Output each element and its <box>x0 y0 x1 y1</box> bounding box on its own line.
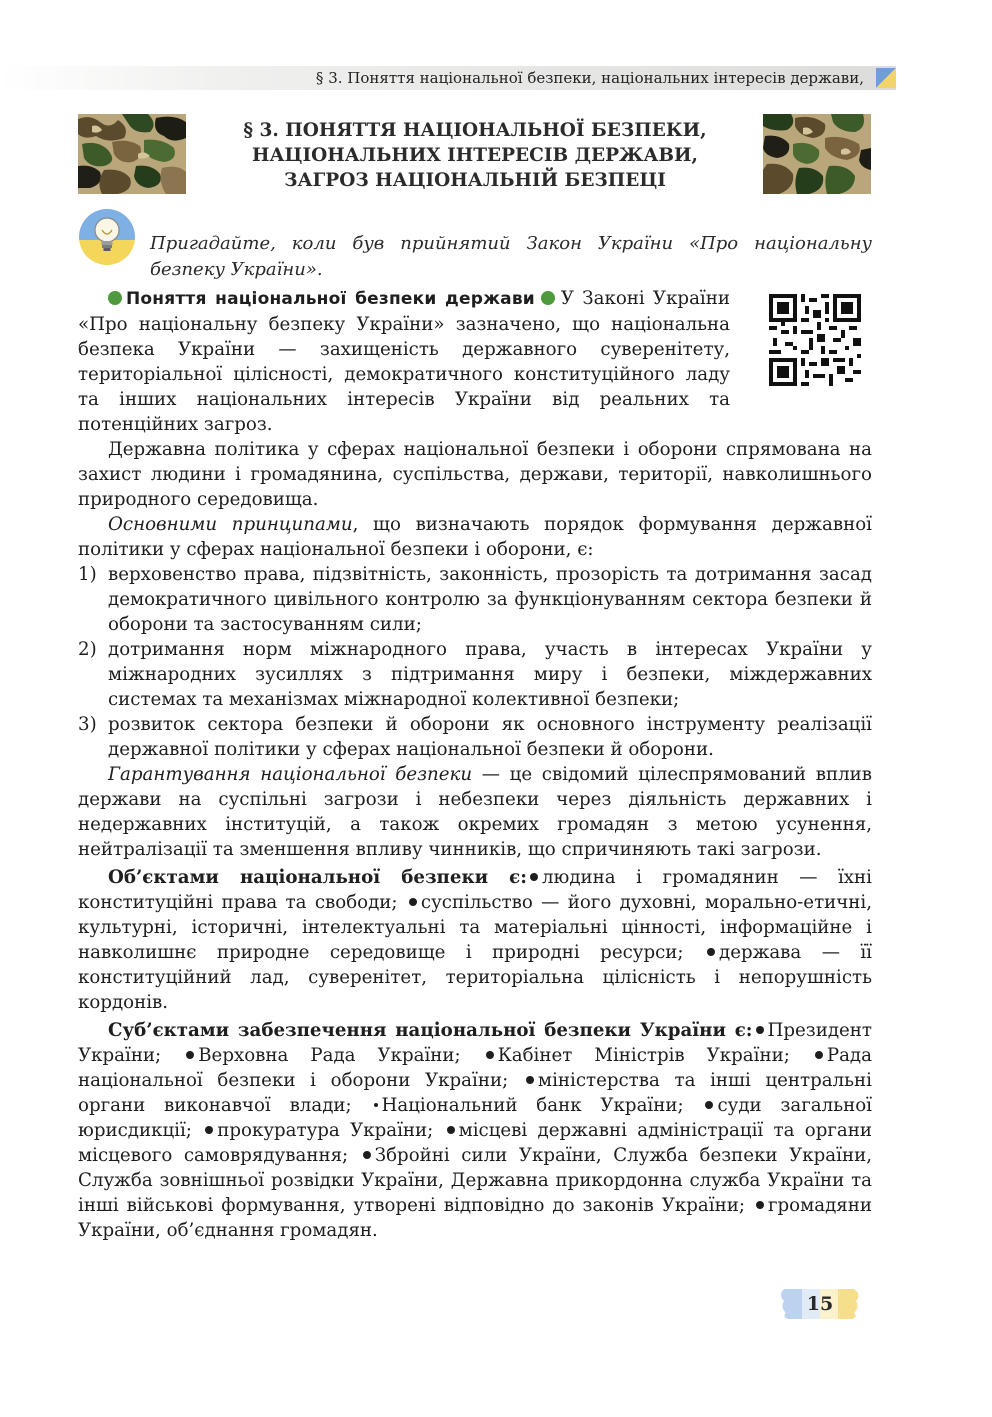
subjects-item: Президент України; <box>78 1020 872 1066</box>
list-item-number: 3) <box>78 714 97 735</box>
bullet-icon <box>756 1026 764 1034</box>
bullet-icon <box>186 1051 194 1059</box>
bullet-icon <box>526 1076 534 1084</box>
section-title-line-1: § 3. ПОНЯТТЯ НАЦІОНАЛЬНОЇ БЕЗПЕКИ, <box>243 120 707 141</box>
bullet-icon <box>363 1151 371 1159</box>
list-item <box>78 562 872 637</box>
list-item-number: 2) <box>78 639 97 660</box>
bullet-icon <box>815 1051 823 1059</box>
guarantee-term: Гарантування національної безпеки <box>108 764 473 785</box>
principles-intro-term: Основними принципами <box>108 514 353 535</box>
camouflage-left-image <box>78 114 186 194</box>
subjects-item: прокуратура України; <box>217 1120 434 1141</box>
bullet-icon <box>205 1126 213 1134</box>
bullet-icon <box>486 1051 494 1059</box>
subjects-item: міністерства та інші центральні органи виконавчої влади; <box>78 1070 872 1116</box>
recall-question: Пригадайте, коли був прийнятий Закон України «Про національну безпеку України». <box>150 233 872 280</box>
principles-list <box>78 562 872 762</box>
subjects-item: Верховна Рада України; <box>198 1045 461 1066</box>
list-item-text: дотримання норм міжнародного права, участь в інтересах України у міжнародних зусиллях з підтримання миру і безпеки, міждержавних системах та механізмах міжнародної колективної безпеки; <box>108 639 872 710</box>
objects-lead: Об’єктами національної безпеки є: <box>108 867 527 888</box>
subjects-item: Збройні сили України, Служба безпеки України, Служба зовнішньої розвідки України, Державна прикордонна служба України та інші військові формування, утворені відповідно до законів України; <box>78 1145 872 1216</box>
camouflage-right-image <box>763 114 871 194</box>
bullet-icon <box>374 1103 378 1107</box>
green-marker-icon <box>108 291 122 305</box>
lightbulb-icon <box>78 208 136 266</box>
objects-item: держава — її конституційний лад, суверенітет, територіальна цілісність і непорушність кордонів. <box>78 942 872 1013</box>
subjects-item: Кабінет Міністрів України; <box>497 1045 790 1066</box>
bullet-icon <box>756 1201 764 1209</box>
guarantee-text: — це свідомий цілеспрямований вплив держави на суспільні загрози і небезпеки через діяльність державних і недержавних інституцій, а також окремих громадян з метою усунення, нейтралізації та зменшення впливу чинників, що спричиняють такі загрози. <box>78 764 872 860</box>
list-item-text: розвиток сектора безпеки й оборони як основного інструменту реалізації державної політики у сферах національної безпеки й оборони. <box>108 714 872 760</box>
principles-intro-text: , що визначають порядок формування державної політики у сферах національної безпеки і оборони, є: <box>78 514 872 560</box>
subjects-item: місцеві державні адміністрації та органи місцевого самоврядування; <box>78 1120 872 1166</box>
section-title <box>200 118 750 193</box>
principles-intro <box>78 512 872 562</box>
objects-paragraph <box>78 865 872 1015</box>
running-head-bar <box>0 66 896 90</box>
list-item-text: верховенство права, підзвітність, законність, прозорість та дотримання засад демократичного цивільного контролю за функціонуванням сектора безпеки й оборони та застосуванням сили; <box>108 564 872 635</box>
subjects-lead: Суб’єктами забезпечення національної безпеки України є: <box>108 1020 753 1041</box>
ukraine-flag-icon <box>876 68 896 88</box>
bullet-icon <box>409 898 417 906</box>
guarantee-paragraph <box>78 762 872 862</box>
list-item-number: 1) <box>78 564 97 585</box>
intro-paragraph <box>78 286 730 437</box>
objects-item: людина і громадянин — їхні конституційні права та свободи; <box>78 867 872 913</box>
subjects-item: суди загальної юрисдикції; <box>78 1095 872 1141</box>
list-item <box>78 637 872 712</box>
bullet-icon <box>705 1101 713 1109</box>
list-item <box>78 712 872 762</box>
subjects-item: Національний банк України; <box>381 1095 684 1116</box>
section-title-line-3: ЗАГРОЗ НАЦІОНАЛЬНІЙ БЕЗПЕЦІ <box>284 170 666 191</box>
bullet-icon <box>707 948 715 956</box>
intro-text: У Законі України «Про національну безпеку України» зазначено, що національна безпека України — захищеність державного суверенітету, територіальної цілісності, демократичного конституційного ладу та інших національних інтересів України від реальних та потенційних загроз. <box>78 288 730 435</box>
policy-paragraph: Державна політика у сферах національної безпеки і оборони спрямована на захист людини і громадянина, суспільства, держави, території, навколишнього природного середовища. <box>78 439 872 510</box>
body-content <box>78 284 872 1243</box>
subjects-item: громадяни України, об’єднання громадян. <box>78 1195 872 1241</box>
page-number: 15 <box>806 1293 834 1315</box>
green-marker-icon <box>541 291 555 305</box>
bullet-icon <box>530 873 538 881</box>
objects-item: суспільство — його духовні, морально-етичні, культурні, історичні, інтелектуальні та матеріальні цінності, інформаційне і навколишнє природне середовище і природні ресурси; <box>78 892 872 963</box>
subjects-item: Рада національної безпеки і оборони України; <box>78 1045 872 1091</box>
running-head-text: § 3. Поняття національної безпеки, національних інтересів держави, <box>315 69 864 87</box>
intro-heading: Поняття національної безпеки держави <box>126 289 535 309</box>
subjects-paragraph <box>78 1018 872 1243</box>
section-title-line-2: НАЦІОНАЛЬНИХ ІНТЕРЕСІВ ДЕРЖАВИ, <box>252 145 698 166</box>
bullet-icon <box>447 1126 455 1134</box>
